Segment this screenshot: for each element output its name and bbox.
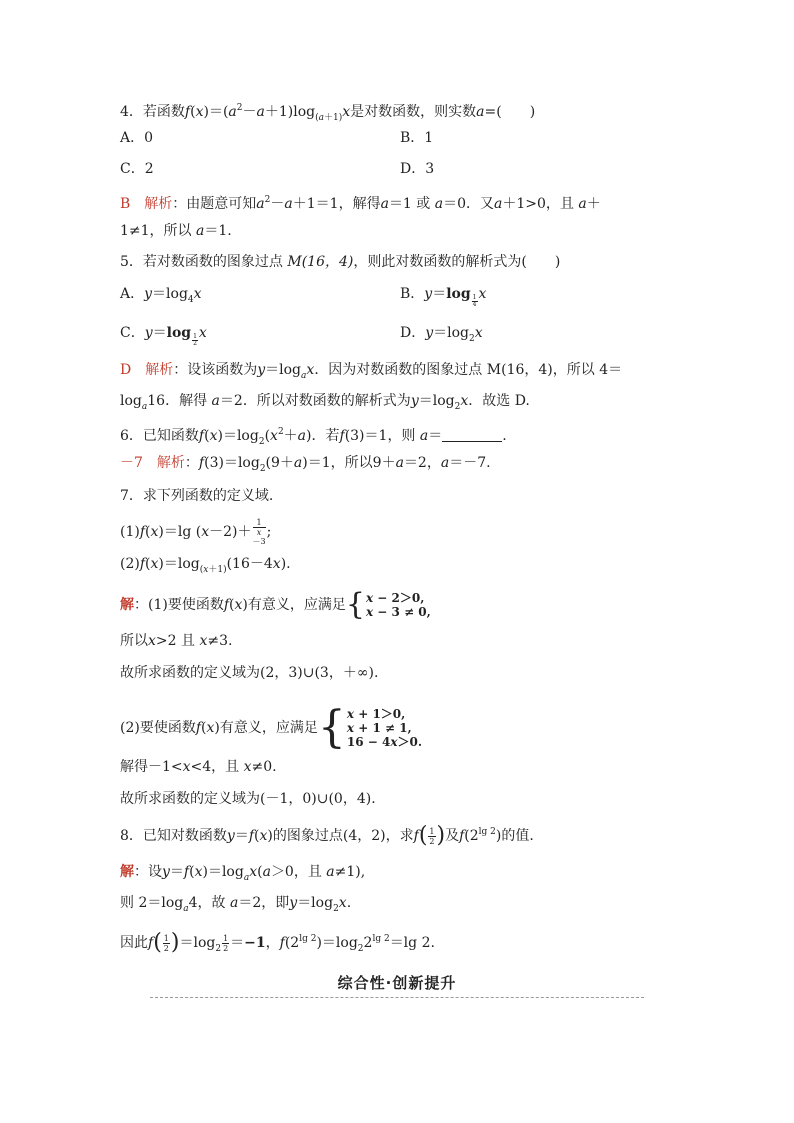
q6-stem: 6．已知函数$f(x)=\log_2(x^2+a)$．若f(3)＝1，则 a＝ . [120, 427, 507, 447]
q8-solution-2: 则 $2=\log_a4$，故 a＝2，即$y=\log_2x$. [120, 895, 352, 914]
q7-stem: 7．求下列函数的定义域. [120, 488, 274, 504]
q4-option-a: A．0 [120, 130, 154, 146]
q7-part1: (1)f(x)＝lg (x－2)＋ 1 x －3 ; [120, 518, 272, 546]
q4-option-c: C．2 [120, 161, 154, 177]
q8-stem: 8．已知对数函数y＝f(x)的图象过点(4，2)，求f( $\frac{1}{2}$ )及$f(2^{lg 2})$的值. [120, 823, 534, 848]
q8-solution-3: 因此f( $\frac{1}{2}$ )$=\log_2$ $\frac{1}{2}$ ＝−1，$f(2^{lg 2})=\log_22^{lg 2}=\lg$ 2. [120, 930, 435, 955]
q7-part2: $(2)f(x)=\log_{(x+1)}(16-4x)$. [120, 556, 291, 575]
q5-analysis-line2: $\log_a16$．解得 a＝2．所以对数函数的解析式为$y=\log_2x$．故选 D. [120, 393, 530, 412]
q7-solution-1: 解：(1)要使函数f(x)有意义，应满足{ x − 2＞0, x − 3 ≠ 0, [120, 587, 431, 622]
q5-stem: 5．若对数函数的图象过点 M(16，4)，则此对数函数的解析式为( ) [120, 254, 561, 270]
q7-solution-2-domain: 故所求函数的定义域为(－1，0)∪(0，4). [120, 791, 376, 807]
q5-option-b: B．y＝log $_{\frac{1}{4}}$ x [400, 286, 487, 308]
q7-solution-2: (2)要使函数f(x)有意义，应满足{ x + 1＞0, x + 1 ≠ 1, 16 − 4x＞0. [120, 702, 423, 753]
q7-solution-2-result: 解得－1<x<4，且 x≠0. [120, 759, 277, 775]
q4-analysis-line2: 1≠1，所以 a＝1. [120, 223, 232, 239]
q4-option-d: D．3 [400, 161, 435, 177]
q6-answer-blank [442, 427, 502, 442]
q5-option-a: A．$y=\log_4x$ [120, 286, 202, 305]
q5-option-c: C．y＝log $_{\frac{1}{2}}$ x [120, 325, 207, 347]
q7-solution-1-result: 所以x>2 且 x≠3. [120, 633, 233, 649]
q5-analysis: D 解析：设该函数为$y=\log_ax$．因为对数函数的图象过点 M(16，4)，所以 4＝ [120, 362, 623, 381]
q6-analysis: －7 解析：$f(3)=\log_2(9+a)=1$，所以9＋a＝2，a＝－7. [120, 455, 491, 474]
q4-answer: B [120, 196, 131, 212]
q6-answer: －7 [120, 455, 143, 471]
q4-analysis: B 解析：由题意可知$a^2-a+1=1$，解得a＝1 或 a＝0．又a＋1>0，且 a＋ [120, 195, 601, 212]
section-divider [150, 997, 644, 998]
section-title: 综合性·创新提升 [337, 974, 457, 992]
q5-option-d: D．$y=\log_2x$ [400, 325, 483, 344]
q4-stem: 4．若函数$f(x)=(a^2-a+1)\log_{(a+1)}x$是对数函数，则实数a=( ) [120, 103, 536, 123]
q7-solution-1-domain: 故所求函数的定义域为(2，3)∪(3，＋∞). [120, 665, 379, 681]
q8-solution-1: 解：设$y=f(x)=\log_ax(a>0$，且 a≠1), [120, 864, 366, 883]
q5-answer: D [120, 362, 132, 378]
section-heading [150, 972, 644, 998]
q4-option-b: B．1 [400, 130, 434, 146]
